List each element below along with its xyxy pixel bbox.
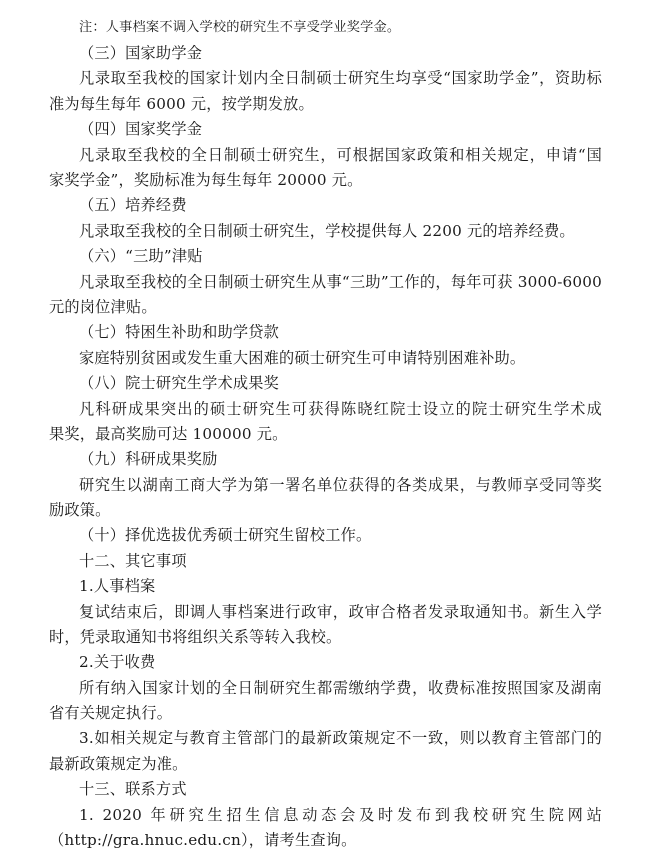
paragraph-line: 1. 2020 年研究生招生信息动态会及时发布到我校研究生院网站 bbox=[79, 806, 602, 824]
paragraph-line: 凡录取至我校的全日制硕士研究生，可根据国家政策和相关规定，申请“国 bbox=[79, 146, 602, 164]
chapter-heading: 十二、其它事项 bbox=[79, 552, 187, 570]
section-heading: （八）院士研究生学术成果奖 bbox=[79, 374, 280, 392]
paragraph-line: 复试结束后，即调人事档案进行政审，政审合格者发录取通知书。新生入学 bbox=[79, 603, 602, 621]
paragraph-line: 元的岗位津贴。 bbox=[49, 298, 157, 316]
section-heading: （三）国家助学金 bbox=[79, 44, 203, 62]
paragraph-line: 果奖，最高奖励可达 100000 元。 bbox=[49, 425, 288, 443]
paragraph-line: 凡录取至我校的全日制硕士研究生从事“三助”工作的，每年可获 3000-6000 bbox=[79, 273, 602, 291]
paragraph-line: 最新政策规定为准。 bbox=[49, 755, 188, 773]
paragraph-line: 省有关规定执行。 bbox=[49, 704, 173, 722]
section-heading: （十）择优选拔优秀硕士研究生留校工作。 bbox=[79, 526, 372, 544]
item-heading: 2.关于收费 bbox=[79, 653, 156, 671]
paragraph-line: 家庭特别贫困或发生重大困难的硕士研究生可申请特别困难补助。 bbox=[79, 349, 526, 367]
paragraph-line: 准为每生每年 6000 元，按学期发放。 bbox=[49, 95, 314, 113]
paragraph-line: 凡录取至我校的国家计划内全日制硕士研究生均享受“国家助学金”，资助标 bbox=[79, 69, 602, 87]
section-heading: （九）科研成果奖励 bbox=[79, 450, 218, 468]
section-heading: （四）国家奖学金 bbox=[79, 120, 203, 138]
section-heading: （六）“三助”津贴 bbox=[79, 247, 203, 265]
section-heading: （七）特困生补助和助学贷款 bbox=[79, 323, 280, 341]
paragraph-line: 励政策。 bbox=[49, 501, 111, 519]
paragraph-line: 家奖学金”，奖励标准为每生每年 20000 元。 bbox=[49, 171, 363, 189]
paragraph-line: （http://gra.hnuc.edu.cn），请考生查询。 bbox=[49, 831, 357, 849]
paragraph-line: 3.如相关规定与教育主管部门的最新政策规定不一致，则以教育主管部门的 bbox=[79, 729, 602, 747]
paragraph-line: 所有纳入国家计划的全日制研究生都需缴纳学费，收费标准按照国家及湖南 bbox=[79, 679, 602, 697]
paragraph-line: 时，凭录取通知书将组织关系等转入我校。 bbox=[49, 628, 342, 646]
note-line: 注：人事档案不调入学校的研究生不享受学业奖学金。 bbox=[79, 20, 401, 35]
chapter-heading: 十三、联系方式 bbox=[79, 780, 187, 798]
paragraph-line: 凡科研成果突出的硕士研究生可获得陈晓红院士设立的院士研究生学术成 bbox=[79, 400, 602, 418]
item-heading: 1.人事档案 bbox=[79, 577, 156, 595]
paragraph-line: 研究生以湖南工商大学为第一署名单位获得的各类成果，与教师享受同等奖 bbox=[79, 476, 602, 494]
paragraph-line: 凡录取至我校的全日制硕士研究生，学校提供每人 2200 元的培养经费。 bbox=[79, 222, 575, 240]
section-heading: （五）培养经费 bbox=[79, 196, 187, 214]
